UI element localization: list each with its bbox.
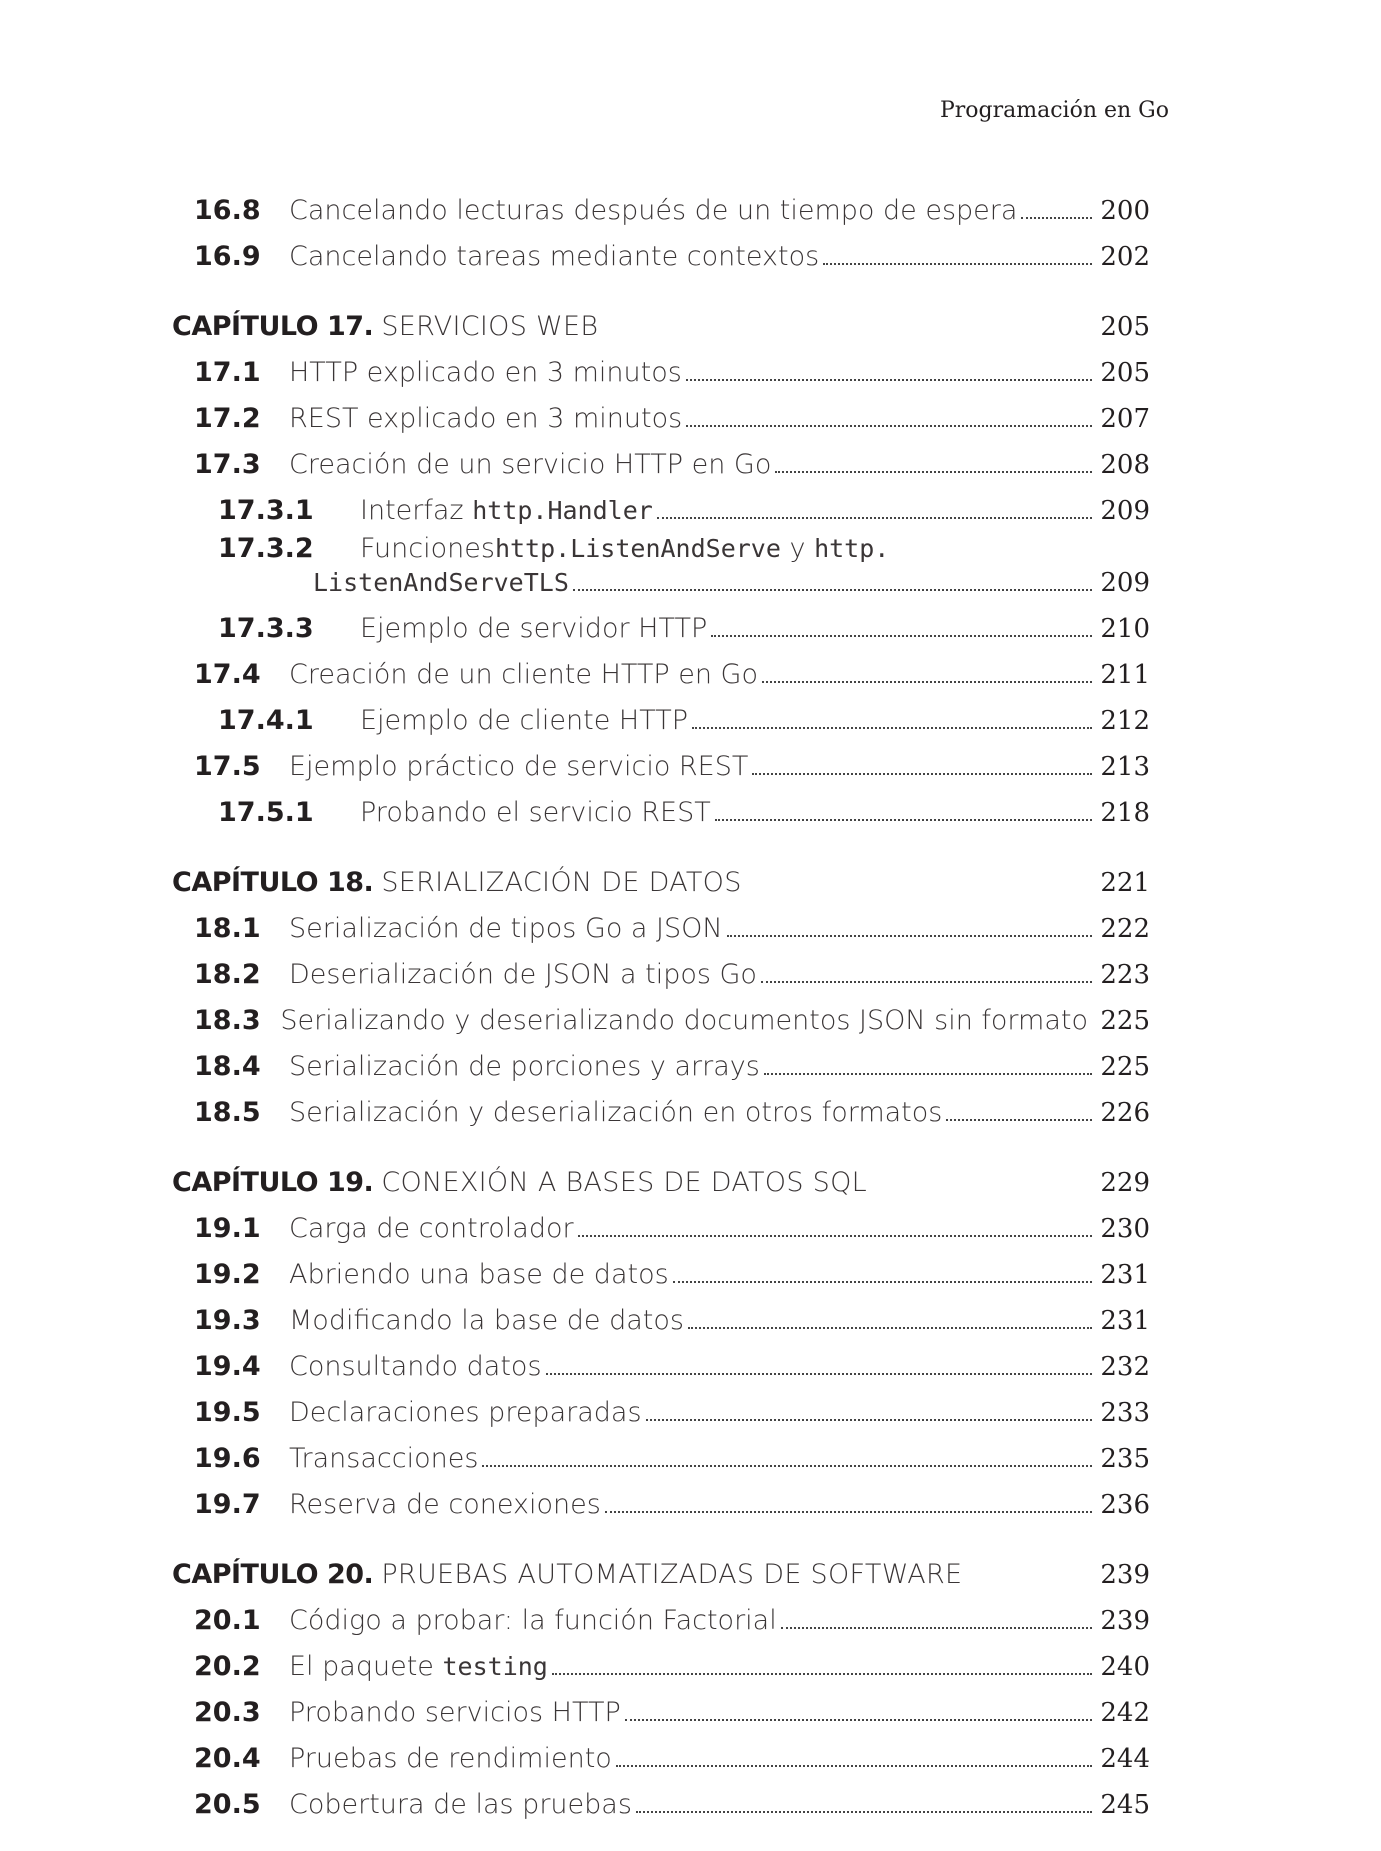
- code-text: http.ListenAndServe: [494, 534, 781, 563]
- toc-entry[interactable]: [172, 738, 1150, 784]
- code-text: testing: [442, 1652, 548, 1681]
- toc-entry[interactable]: [172, 1592, 1150, 1638]
- toc-chapter-entry[interactable]: [172, 298, 1150, 344]
- section-title: Serialización de tipos Go a JSON: [289, 913, 723, 944]
- chapter-label: CAPÍTULO 20.: [172, 1559, 374, 1590]
- page-number: 244: [1100, 1744, 1150, 1774]
- section-title: Código a probar: la función Factorial: [289, 1605, 777, 1636]
- toc-entry[interactable]: [172, 1038, 1150, 1084]
- section-number: 19.4: [194, 1351, 261, 1382]
- page-number: 211: [1100, 660, 1150, 690]
- section-number: 16.8: [194, 195, 261, 226]
- toc-entry[interactable]: [172, 528, 1150, 600]
- toc-chapter-entry[interactable]: [172, 854, 1150, 900]
- page-number: 225: [1100, 1052, 1150, 1082]
- toc-chapter-entry[interactable]: [172, 1154, 1150, 1200]
- section-title: Declaraciones preparadas: [289, 1397, 642, 1428]
- section-title: Creación de un servicio HTTP en Go: [289, 449, 772, 480]
- section-title: Cancelando tareas mediante contextos: [289, 241, 820, 272]
- section-title: Serializando y deserializando documentos JSON sin formato: [280, 1005, 1088, 1036]
- section-title-connector: y: [780, 533, 815, 564]
- section-title: Consultando datos: [289, 1351, 542, 1382]
- section-number: 17.5.1: [218, 797, 314, 828]
- toc-entry[interactable]: [172, 900, 1150, 946]
- toc-entry[interactable]: [172, 692, 1150, 738]
- toc-entry[interactable]: [172, 228, 1150, 274]
- section-title: Probando el servicio REST: [360, 797, 711, 828]
- section-number: 18.2: [194, 959, 261, 990]
- section-number: 20.2: [194, 1651, 261, 1682]
- chapter-label: CAPÍTULO 18.: [172, 867, 374, 898]
- toc-entry[interactable]: [172, 992, 1150, 1038]
- dot-leader: [692, 727, 1092, 729]
- page-number: 205: [1100, 358, 1150, 388]
- section-title: Deserialización de JSON a tipos Go: [289, 959, 757, 990]
- toc-entry[interactable]: [172, 1430, 1150, 1476]
- toc-entry[interactable]: [172, 1200, 1150, 1246]
- dot-leader: [482, 1465, 1092, 1467]
- toc-entry[interactable]: [172, 1246, 1150, 1292]
- dot-leader: [552, 1673, 1092, 1675]
- page-number: 231: [1100, 1306, 1150, 1336]
- page-number: 239: [1100, 1560, 1150, 1590]
- dot-leader: [761, 981, 1092, 983]
- section-title: Funciones: [360, 533, 495, 564]
- section-number: 17.3.1: [218, 495, 314, 526]
- page-number: 207: [1100, 404, 1150, 434]
- chapter-title: PRUEBAS AUTOMATIZADAS DE SOFTWARE: [381, 1559, 963, 1590]
- page-number: 235: [1100, 1444, 1150, 1474]
- section-title: Ejemplo práctico de servicio REST: [289, 751, 749, 782]
- dot-leader: [775, 471, 1092, 473]
- section-number: 18.4: [194, 1051, 261, 1082]
- page-number: 231: [1100, 1260, 1150, 1290]
- dot-leader: [657, 517, 1092, 519]
- section-number: 19.2: [194, 1259, 261, 1290]
- dot-leader: [764, 1073, 1092, 1075]
- chapter-title: CONEXIÓN A BASES DE DATOS SQL: [381, 1167, 868, 1198]
- section-number: 20.5: [194, 1789, 261, 1820]
- table-of-contents: [172, 182, 1150, 1822]
- dot-leader: [616, 1765, 1092, 1767]
- page-number: 223: [1100, 960, 1150, 990]
- page-number: 209: [1100, 496, 1150, 526]
- page-number: 202: [1100, 242, 1150, 272]
- page-number: 226: [1100, 1098, 1150, 1128]
- page-number: 233: [1100, 1398, 1150, 1428]
- running-header: Programación en Go: [939, 98, 1169, 123]
- section-title: Creación de un cliente HTTP en Go: [289, 659, 758, 690]
- toc-entry[interactable]: [172, 600, 1150, 646]
- dot-leader: [686, 425, 1092, 427]
- section-title: Serialización de porciones y arrays: [289, 1051, 760, 1082]
- toc-entry[interactable]: [172, 390, 1150, 436]
- dot-leader: [762, 681, 1092, 683]
- section-title: Carga de controlador: [289, 1213, 574, 1244]
- page-number: 240: [1100, 1652, 1150, 1682]
- code-text: http.Handler: [472, 496, 653, 525]
- dot-leader: [715, 819, 1092, 821]
- section-number: 20.4: [194, 1743, 261, 1774]
- section-title: Reserva de conexiones: [289, 1489, 601, 1520]
- section-number: 17.5: [194, 751, 261, 782]
- dot-leader: [625, 1719, 1092, 1721]
- page-number: 200: [1100, 196, 1150, 226]
- toc-entry[interactable]: [172, 1730, 1150, 1776]
- dot-leader: [646, 1419, 1092, 1421]
- section-number: 19.3: [194, 1305, 261, 1336]
- dot-leader: [636, 1811, 1092, 1813]
- toc-entry[interactable]: [172, 182, 1150, 228]
- section-title: Cobertura de las pruebas: [289, 1789, 632, 1820]
- section-title: Probando servicios HTTP: [289, 1697, 621, 1728]
- section-title: Cancelando lecturas después de un tiempo de espera: [289, 195, 1018, 226]
- chapter-title: SERIALIZACIÓN DE DATOS: [381, 867, 742, 898]
- page-number: 229: [1100, 1168, 1150, 1198]
- dot-leader: [573, 589, 1092, 591]
- section-title: Ejemplo de cliente HTTP: [360, 705, 688, 736]
- dot-leader: [605, 1511, 1092, 1513]
- section-number: 18.1: [194, 913, 261, 944]
- dot-leader: [823, 263, 1092, 265]
- section-number: 17.4: [194, 659, 261, 690]
- toc-entry[interactable]: [172, 1084, 1150, 1130]
- section-number: 17.1: [194, 357, 261, 388]
- toc-entry[interactable]: [172, 1476, 1150, 1522]
- toc-entry[interactable]: [172, 1292, 1150, 1338]
- page-number: 245: [1100, 1790, 1150, 1820]
- section-title: HTTP explicado en 3 minutos: [289, 357, 682, 388]
- section-number: 19.7: [194, 1489, 261, 1520]
- section-number: 17.2: [194, 403, 261, 434]
- page-number: 221: [1100, 868, 1150, 898]
- toc-entry[interactable]: [172, 436, 1150, 482]
- section-title: Transacciones: [289, 1443, 479, 1474]
- dot-leader: [946, 1119, 1092, 1121]
- chapter-label: CAPÍTULO 17.: [172, 311, 374, 342]
- dot-leader: [727, 935, 1092, 937]
- code-text: http.: [814, 534, 890, 563]
- toc-entry[interactable]: [172, 1338, 1150, 1384]
- section-number: 17.3.2: [218, 533, 314, 564]
- toc-entry[interactable]: [172, 344, 1150, 390]
- toc-entry[interactable]: [172, 646, 1150, 692]
- dot-leader: [578, 1235, 1092, 1237]
- section-number: 18.5: [194, 1097, 261, 1128]
- section-number: 19.1: [194, 1213, 261, 1244]
- section-number: 16.9: [194, 241, 261, 272]
- section-title: Interfaz: [360, 495, 473, 526]
- page-number: 218: [1100, 798, 1150, 828]
- dot-leader: [781, 1627, 1092, 1629]
- page-number: 225: [1100, 1006, 1150, 1036]
- section-number: 20.3: [194, 1697, 261, 1728]
- toc-entry[interactable]: [172, 784, 1150, 830]
- code-text: ListenAndServeTLS: [313, 568, 569, 597]
- dot-leader: [673, 1281, 1092, 1283]
- page-number: 208: [1100, 450, 1150, 480]
- page-number: 232: [1100, 1352, 1150, 1382]
- section-title: Ejemplo de servidor HTTP: [360, 613, 708, 644]
- dot-leader: [546, 1373, 1092, 1375]
- toc-chapter-entry[interactable]: [172, 1546, 1150, 1592]
- dot-leader: [686, 379, 1092, 381]
- toc-entry[interactable]: [172, 1684, 1150, 1730]
- page-number: 242: [1100, 1698, 1150, 1728]
- page-number: 236: [1100, 1490, 1150, 1520]
- page-number: 239: [1100, 1606, 1150, 1636]
- section-title: Pruebas de rendimiento: [289, 1743, 612, 1774]
- toc-entry-line-1: [172, 528, 1150, 566]
- dot-leader: [688, 1327, 1092, 1329]
- toc-entry[interactable]: [172, 946, 1150, 992]
- page-number: 212: [1100, 706, 1150, 736]
- section-title: El paquete: [289, 1651, 443, 1682]
- dot-leader: [1021, 217, 1092, 219]
- toc-entry-line-2: [172, 566, 1150, 600]
- page-number: 213: [1100, 752, 1150, 782]
- section-title: Modificando la base de datos: [289, 1305, 684, 1336]
- section-title: REST explicado en 3 minutos: [289, 403, 683, 434]
- chapter-title: SERVICIOS WEB: [381, 311, 599, 342]
- page-number: 209: [1100, 568, 1150, 598]
- section-number: 17.4.1: [218, 705, 314, 736]
- toc-entry[interactable]: [172, 1384, 1150, 1430]
- section-number: 20.1: [194, 1605, 261, 1636]
- section-number: 19.6: [194, 1443, 261, 1474]
- page-number: 230: [1100, 1214, 1150, 1244]
- chapter-label: CAPÍTULO 19.: [172, 1167, 374, 1198]
- page-number: 205: [1100, 312, 1150, 342]
- section-title: Serialización y deserialización en otros formatos: [289, 1097, 943, 1128]
- section-number: 17.3.3: [218, 613, 314, 644]
- page-number: 222: [1100, 914, 1150, 944]
- section-number: 18.3: [194, 1005, 261, 1036]
- section-number: 19.5: [194, 1397, 261, 1428]
- toc-entry[interactable]: [172, 1638, 1150, 1684]
- dot-leader: [752, 773, 1092, 775]
- section-title: Abriendo una base de datos: [289, 1259, 669, 1290]
- dot-leader: [711, 635, 1092, 637]
- page-number: 210: [1100, 614, 1150, 644]
- toc-entry[interactable]: [172, 482, 1150, 528]
- toc-entry[interactable]: [172, 1776, 1150, 1822]
- section-number: 17.3: [194, 449, 261, 480]
